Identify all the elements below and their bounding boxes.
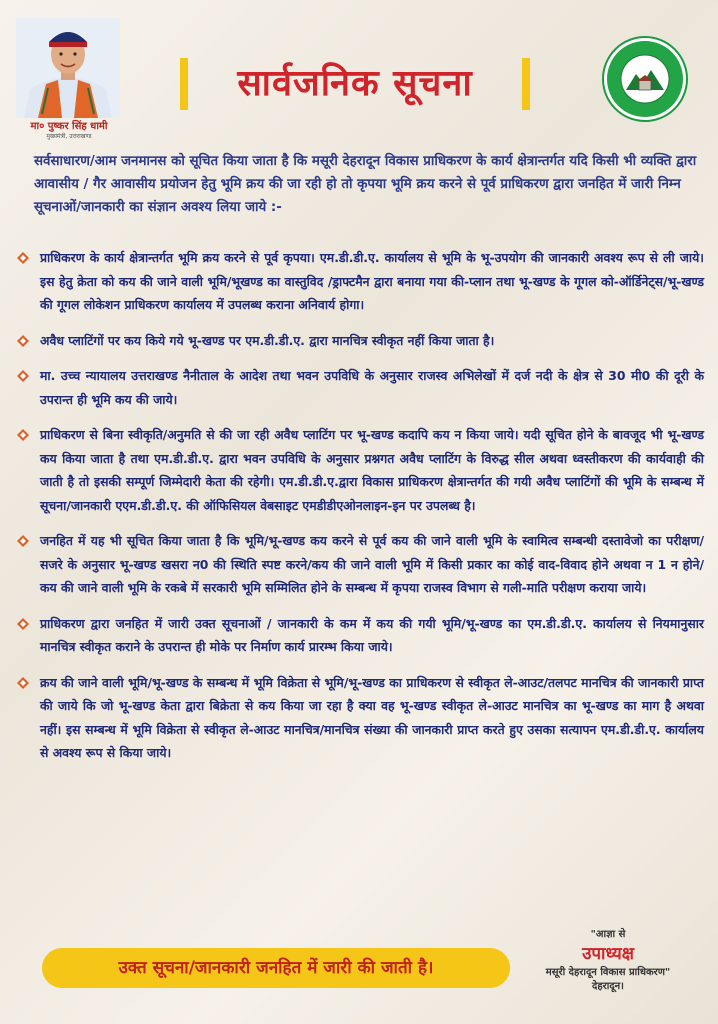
list-item-text: क्रय की जाने वाली भूमि/भू-खण्ड के सम्बन्ध में भूमि विक्रेता से भूमि/भू-खण्ड का प्राधिकरण से स्वीकृत ले-आउट/तलपट मानचित्र की जानकारी प्राप्त की जाये कि जो भू-खण्ड केता द्वारा बिक्रेता से कय किया जा रहा है क्या वह भू-खण्ड स्वीकृत ले-आउट मानचित्र का भू-खण्ड का माग है अथवा नहीं। इस सम्बन्ध में भूमि विक्रेता से स्वीकृत ले-आउट मानचित्र/मानचित्र संख्या की जानकारी प्राप्त करते हुए उसका सत्यापन एम.डी.डी.ए. कार्यालय से अवश्य रूप से किया जाये। [40, 674, 704, 760]
list-item [14, 364, 704, 411]
list-item [14, 671, 704, 765]
title-bar-right [522, 58, 530, 110]
title-bar-left [180, 58, 188, 110]
notice-list [14, 246, 704, 765]
cm-caption [8, 121, 130, 141]
list-item-text: मा. उच्च न्यायालय उत्तराखण्ड नैनीताल के आदेश तथा भवन उपविधि के अनुसार राजस्व अभिलेखों में दर्ज नदी के क्षेत्र से 30 मी0 की दूरी के उपरान्त ही भूमि कय की जाये। [40, 368, 704, 407]
diamond-bullet-icon [17, 618, 29, 630]
list-item [14, 246, 704, 317]
signature-city: देहरादून। [592, 981, 624, 992]
list-item-text: प्राधिकरण द्वारा जनहित में जारी उक्त सूचनाओं / जानकारी के कम में कय की गयी भूमि/भू-खण्ड का एम.डी.डी.ए. कार्यालय से नियमानुसार मानचित्र स्वीकृत कराने के उपरान्त ही मोके पर निर्माण कार्य प्रारम्भ किया जाये। [40, 615, 704, 654]
notice-title-block [180, 58, 530, 110]
list-item [14, 329, 704, 353]
diamond-bullet-icon [17, 429, 29, 441]
intro-paragraph: सर्वसाधारण/आम जनमानस को सूचित किया जाता है कि मसूरी देहरादून विकास प्राधिकरण के कार्य क्षेत्रान्तर्गत यदि किसी भी व्यक्ति द्वारा आवासीय / गैर आवासीय प्रयोजन हेतु भूमि क्रय की जा रही हो तो कृपया भूमि क्रय करने से पूर्व प्राधिकरण द्वारा जनहित में जारी निम्न सूचनाओं/जानकारी का संज्ञान अवश्य लिया जाये :- [34, 154, 697, 215]
mdda-logo [602, 36, 688, 122]
list-item [14, 529, 704, 600]
diamond-bullet-icon [17, 370, 29, 382]
signature-prefix: "आज्ञा से [590, 929, 626, 940]
list-item-text: जनहित में यह भी सूचित किया जाता है कि भूमि/भू-खण्ड कय करने से पूर्व कय की जाने वाली भूमि के स्वामित्व सम्बन्धी दस्तावेजो का परीक्षण/सजरे के अनुसार भू-खण्ड खसरा न0 की स्थिति स्पष्ट करने/कय की जाने वाली भूमि में किसी प्रकार का कोई वाद-विवाद होने अथवा न 1 न होने/कय की जाने वाली भूमि के रकबे में सरकारी भूमि सम्मिलित होने के सम्बन्ध में कृपया राजस्व विभाग से गली-माति परीक्षण कराया जाये। [40, 533, 704, 595]
list-item [14, 612, 704, 659]
signature-organization: मसूरी देहरादून विकास प्राधिकरण" [545, 967, 671, 978]
diamond-bullet-icon [17, 252, 29, 264]
diamond-bullet-icon [17, 535, 29, 547]
signature-title: उपाध्यक्ष [582, 944, 634, 964]
signature-block [528, 928, 688, 994]
cm-name: मा० पुष्कर सिंह धामी [30, 121, 108, 132]
diamond-bullet-icon [17, 335, 29, 347]
list-item-text: अवैध प्लाटिंगों पर कय किये गये भू-खण्ड पर एम.डी.डी.ए. द्वारा मानचित्र स्वीकृत नहीं किया जाता है। [40, 332, 495, 348]
diamond-bullet-icon [17, 677, 29, 689]
cm-portrait [16, 18, 120, 118]
page-title: सार्वजनिक सूचना [237, 63, 473, 104]
list-item-text: प्राधिकरण के कार्य क्षेत्रान्तर्गत भूमि क्रय करने से पूर्व कृपया। एम.डी.डी.ए. कार्यालय से भूमि के भू-उपयोग की जानकारी अवश्य रूप से ली जाये। इस हेतु क्रेता को कय की जाने वाली भूमि/भूखण्ड का वास्तुविद /ड्राफ्टमैन द्वारा बनाया गया की-प्लान तथा भू-खण्ड के गूगल को-ऑर्डिनेट्स/भू-खण्ड की गूगल लोकेशन प्राधिकरण कार्यालय में उपलब्ध कराना अनिवार्य होगा। [40, 250, 704, 312]
list-item [14, 423, 704, 517]
list-item-text: प्राधिकरण से बिना स्वीकृति/अनुमति से की जा रही अवैध प्लाटिंग पर भू-खण्ड कदापि कय न किया जाये। यदी सूचित होने के बावजूद भी भू-खण्ड कय किया जाता है तथा एम.डी.डी.ए. द्वारा भवन उपविधि के अनुसार प्रश्नगत अवैध प्लाटिंग के विरुद्ध सील अथवा ध्वस्तीकरण की कार्यवाही की जाती है तो इसकी सम्पूर्ण जिम्मेदारी केता की रहेगी। एम.डी.डी.ए.द्वारा विकास प्राधिकरण क्षेत्रान्तर्गत की गयी अवैध प्लाटिंगों की भूमि के सम्बन्ध में सूचना/जानकारी एएम.डी.डी.ए. की ऑफिसियल वेबसाइट एमडीडीएओनलाइन-इन पर उपलब्ध है। [40, 427, 704, 513]
cm-title: मुख्यमंत्री, उत्तराखण्ड [46, 133, 92, 140]
footer-banner: उक्त सूचना/जानकारी जनहित में जारी की जाती है। [42, 948, 510, 988]
